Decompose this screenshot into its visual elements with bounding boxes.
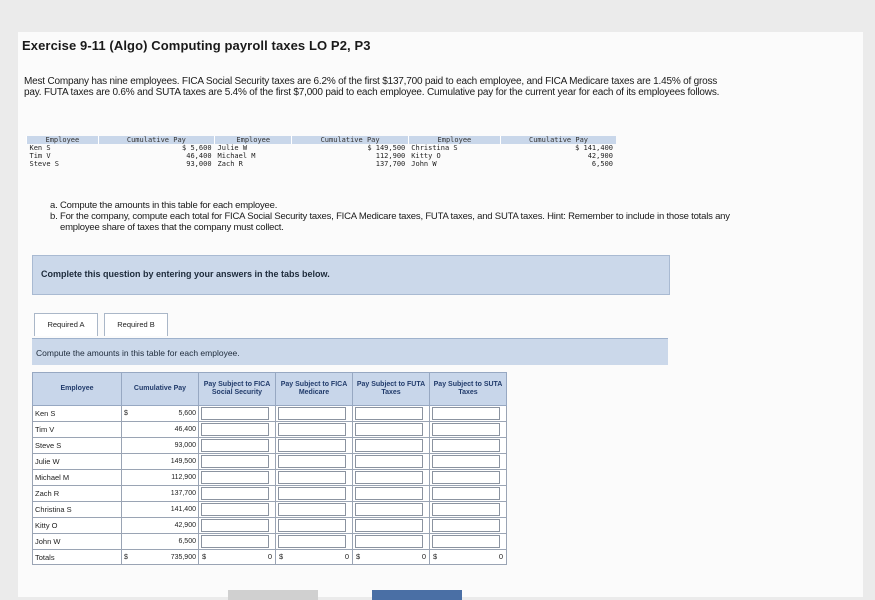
cell-futa (353, 406, 430, 422)
cell-fica-ss (199, 534, 276, 550)
cell-fica-medicare (276, 470, 353, 486)
cell-suta (430, 534, 507, 550)
tab-required-a[interactable]: Required A (34, 313, 98, 336)
input-futa[interactable] (355, 535, 423, 548)
column-header-employee: Employee (33, 373, 122, 406)
cell-suta (430, 502, 507, 518)
cell-fica-ss (199, 518, 276, 534)
total-fica-ss-value: 0 (267, 552, 272, 561)
input-fica-ss[interactable] (201, 407, 269, 420)
currency-symbol (122, 534, 135, 550)
summary-row (27, 144, 617, 152)
cell-fica-ss (199, 422, 276, 438)
input-fica-ss[interactable] (201, 503, 269, 516)
input-fica-ss[interactable] (201, 471, 269, 484)
cell-fica-medicare (276, 438, 353, 454)
cell-suta (430, 518, 507, 534)
input-futa[interactable] (355, 455, 423, 468)
summary-cell: Tim V (29, 152, 51, 160)
employee-name: Julie W (33, 454, 122, 470)
cell-futa (353, 518, 430, 534)
cumulative-pay-value: 141,400 (134, 502, 199, 518)
task-b: b. For the company, compute each total for FICA Social Security taxes, FICA Medicare taxes, FUTA taxes, and SUTA taxes. Hint: Remember to include in those totals any employee share of taxes that the company must collect. (50, 211, 730, 233)
cell-fica-ss (199, 486, 276, 502)
cumulative-pay-summary (26, 136, 616, 168)
currency-symbol: $ (202, 552, 207, 561)
cell-fica-medicare (276, 406, 353, 422)
task-list (50, 200, 730, 233)
cell-suta (430, 422, 507, 438)
input-fica-medicare[interactable] (278, 487, 346, 500)
summary-cell: $ 141,400 (575, 144, 613, 152)
cumulative-pay-value: 42,900 (134, 518, 199, 534)
cumulative-pay-value: 149,500 (134, 454, 199, 470)
table-row (33, 454, 507, 470)
cell-fica-ss (199, 470, 276, 486)
column-header-suta: Pay Subject to SUTA Taxes (430, 373, 507, 406)
total-cumulative-pay: 735,900 (134, 550, 199, 565)
total-fica-ss (199, 550, 276, 565)
input-suta[interactable] (432, 455, 500, 468)
currency-symbol: $ (356, 552, 361, 561)
input-fica-medicare[interactable] (278, 423, 346, 436)
input-suta[interactable] (432, 487, 500, 500)
cell-fica-medicare (276, 534, 353, 550)
input-fica-ss[interactable] (201, 455, 269, 468)
input-fica-medicare[interactable] (278, 519, 346, 532)
input-suta[interactable] (432, 519, 500, 532)
cell-futa (353, 502, 430, 518)
summary-cell: Steve S (29, 160, 60, 168)
tab-required-b[interactable]: Required B (104, 313, 168, 336)
payroll-answer-table (32, 372, 507, 565)
summary-cell: 42,900 (587, 152, 613, 160)
column-header-futa: Pay Subject to FUTA Taxes (353, 373, 430, 406)
total-futa-value: 0 (421, 552, 426, 561)
summary-cell: 46,400 (186, 152, 212, 160)
currency-symbol (122, 454, 135, 470)
input-fica-medicare[interactable] (278, 407, 346, 420)
currency-symbol (122, 422, 135, 438)
summary-cell: Kitty O (411, 152, 441, 160)
summary-cell: Michael M (217, 152, 256, 160)
summary-cell: 93,000 (186, 160, 212, 168)
cumulative-pay-value: 93,000 (134, 438, 199, 454)
table-row (33, 502, 507, 518)
cell-futa (353, 534, 430, 550)
cell-fica-medicare (276, 454, 353, 470)
exercise-page (18, 32, 863, 597)
table-row (33, 486, 507, 502)
cell-suta (430, 470, 507, 486)
input-suta[interactable] (432, 535, 500, 548)
summary-header: Employee (408, 136, 500, 144)
summary-cell: 6,500 (591, 160, 613, 168)
employee-name: Zach R (33, 486, 122, 502)
cumulative-pay-value: 112,900 (134, 470, 199, 486)
input-fica-medicare[interactable] (278, 439, 346, 452)
table-row (33, 534, 507, 550)
cell-futa (353, 438, 430, 454)
column-header-fica-ss: Pay Subject to FICA Social Security (199, 373, 276, 406)
summary-cell: Christina S (411, 144, 458, 152)
cell-fica-medicare (276, 422, 353, 438)
problem-statement: Mest Company has nine employees. FICA Social Security taxes are 6.2% of the first $137,700 paid to each employee, and FICA Medicare taxes are 1.45% of gross pay. FUTA taxes are 0.6% and SUTA taxes are 5.4% of the first $7,000 paid to each employee. Cumulative pay for the current year for each of its employees follows. (24, 76, 720, 98)
input-suta[interactable] (432, 407, 500, 420)
cell-fica-medicare (276, 486, 353, 502)
cumulative-pay-value: 6,500 (134, 534, 199, 550)
employee-name: Steve S (33, 438, 122, 454)
cell-fica-ss (199, 438, 276, 454)
currency-symbol: $ (122, 406, 135, 422)
summary-header: Cumulative Pay (501, 136, 616, 144)
summary-row (27, 160, 617, 168)
exercise-title: Exercise 9-11 (Algo) Computing payroll taxes LO P2, P3 (22, 38, 371, 53)
cell-suta (430, 486, 507, 502)
total-futa (353, 550, 430, 565)
currency-symbol: $ (122, 550, 135, 565)
summary-cell: Zach R (217, 160, 243, 168)
cell-futa (353, 454, 430, 470)
input-futa[interactable] (355, 471, 423, 484)
input-suta[interactable] (432, 439, 500, 452)
input-fica-medicare[interactable] (278, 535, 346, 548)
currency-symbol: $ (433, 552, 438, 561)
tab-instruction-bar (32, 338, 668, 365)
totals-label: Totals (33, 550, 122, 565)
employee-name: Ken S (33, 406, 122, 422)
summary-cell: $ 5,600 (182, 144, 212, 152)
input-fica-ss[interactable] (201, 519, 269, 532)
cell-fica-ss (199, 454, 276, 470)
input-futa[interactable] (355, 407, 423, 420)
currency-symbol (122, 470, 135, 486)
currency-symbol (122, 438, 135, 454)
input-suta[interactable] (432, 423, 500, 436)
summary-header: Employee (215, 136, 292, 144)
summary-cell: $ 149,500 (367, 144, 406, 152)
currency-symbol: $ (279, 552, 284, 561)
employee-name: Kitty O (33, 518, 122, 534)
input-fica-ss[interactable] (201, 535, 269, 548)
cell-fica-ss (199, 502, 276, 518)
input-fica-ss[interactable] (201, 439, 269, 452)
input-futa[interactable] (355, 503, 423, 516)
input-fica-medicare[interactable] (278, 471, 346, 484)
input-fica-ss[interactable] (201, 423, 269, 436)
summary-cell: Julie W (217, 144, 248, 152)
input-futa[interactable] (355, 439, 423, 452)
task-a: a. Compute the amounts in this table for each employee. (50, 200, 278, 211)
cell-futa (353, 470, 430, 486)
table-row (33, 518, 507, 534)
summary-row (27, 152, 617, 160)
employee-name: Tim V (33, 422, 122, 438)
cumulative-pay-value: 137,700 (134, 486, 199, 502)
currency-symbol (122, 486, 135, 502)
input-fica-medicare[interactable] (278, 503, 346, 516)
summary-cell: 137,700 (375, 160, 406, 168)
table-row (33, 470, 507, 486)
total-fica-medicare (276, 550, 353, 565)
summary-header: Cumulative Pay (98, 136, 214, 144)
input-futa[interactable] (355, 519, 423, 532)
instructions-banner (32, 255, 670, 295)
currency-symbol (122, 502, 135, 518)
input-suta[interactable] (432, 471, 500, 484)
cell-suta (430, 438, 507, 454)
total-suta-value: 0 (498, 552, 503, 561)
employee-name: John W (33, 534, 122, 550)
input-suta[interactable] (432, 503, 500, 516)
total-fica-medicare-value: 0 (344, 552, 349, 561)
column-header-cumulative-pay: Cumulative Pay (122, 373, 199, 406)
cumulative-pay-value: 5,600 (134, 406, 199, 422)
summary-cell: John W (411, 160, 437, 168)
input-fica-medicare[interactable] (278, 455, 346, 468)
instructions-text: Complete this question by entering your answers in the tabs below. (41, 269, 330, 279)
tab-instruction-text: Compute the amounts in this table for each employee. (36, 348, 240, 358)
employee-name: Michael M (33, 470, 122, 486)
cell-suta (430, 406, 507, 422)
cell-fica-ss (199, 406, 276, 422)
table-row (33, 422, 507, 438)
summary-header: Cumulative Pay (292, 136, 408, 144)
cell-suta (430, 454, 507, 470)
cell-fica-medicare (276, 502, 353, 518)
currency-symbol (122, 518, 135, 534)
previous-button[interactable] (228, 590, 318, 600)
next-button[interactable] (372, 590, 462, 600)
summary-cell: 112,900 (375, 152, 406, 160)
input-futa[interactable] (355, 423, 423, 436)
input-futa[interactable] (355, 487, 423, 500)
cumulative-pay-value: 46,400 (134, 422, 199, 438)
cell-futa (353, 422, 430, 438)
total-suta (430, 550, 507, 565)
summary-header: Employee (27, 136, 99, 144)
cell-fica-medicare (276, 518, 353, 534)
cell-futa (353, 486, 430, 502)
totals-row (33, 550, 507, 565)
input-fica-ss[interactable] (201, 487, 269, 500)
table-row (33, 438, 507, 454)
table-row (33, 406, 507, 422)
column-header-fica-medicare: Pay Subject to FICA Medicare (276, 373, 353, 406)
employee-name: Christina S (33, 502, 122, 518)
summary-cell: Ken S (29, 144, 51, 152)
